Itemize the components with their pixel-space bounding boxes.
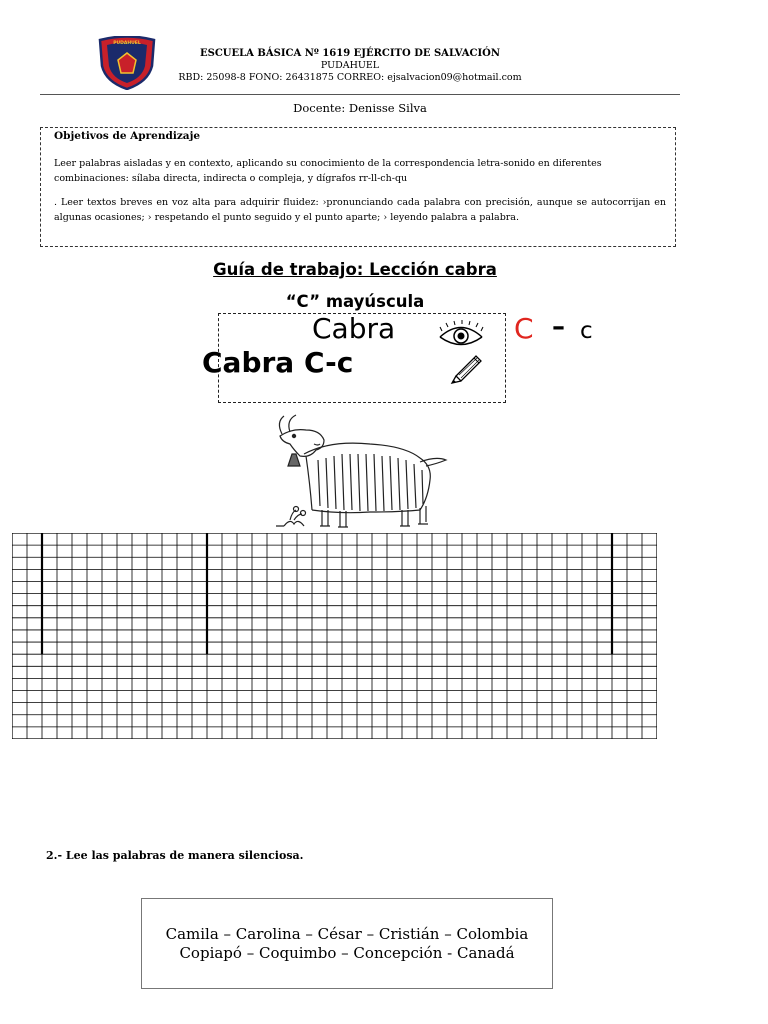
letter-uppercase: C [514, 312, 534, 345]
objectives-paragraph-1: Leer palabras aisladas y en contexto, aplicando su conocimiento de la correspondencia letra-sonido en diferentes combinaciones: sílaba directa, indirecta o compleja, y dígrafos rr-ll-ch-qu [54, 158, 602, 184]
objectives-box [40, 127, 676, 247]
word-list-line-1: Camila – Carolina – César – Cristián – Colombia [165, 925, 529, 943]
teacher-name: Docente: Denisse Silva [293, 101, 427, 115]
pencil-icon [448, 350, 486, 384]
school-name: ESCUELA BÁSICA Nº 1619 EJÉRCITO DE SALVACIÓN [199, 48, 501, 59]
worksheet-subtitle: “C” mayúscula [285, 292, 425, 311]
word-write: Cabra C-c [202, 346, 354, 379]
word-list-line-2: Copiapó – Coquimbo – Concepción - Canadá [179, 944, 515, 962]
objectives-title: Objetivos de Aprendizaje [54, 130, 201, 142]
school-logo [96, 36, 158, 90]
school-commune: PUDAHUEL [320, 60, 380, 71]
school-contact: RBD: 25098-8 FONO: 26431875 CORREO: ejsalvacion09@hotmail.com [178, 72, 522, 83]
eye-icon [437, 320, 485, 350]
word-list-box [141, 898, 553, 989]
letter-lowercase: c [580, 318, 593, 344]
objectives-paragraph-2: . Leer textos breves en voz alta para adquirir fluidez: ›pronunciando cada palabra con precisión, aunque se autocorrijan en algunas ocasiones; › respetando el punto seguido y el punto aparte; › leyendo palabra a palabra. [54, 197, 666, 223]
letter-separator: – [552, 312, 565, 342]
logo-text: PUDAHUEL [113, 41, 141, 46]
goat-illustration [270, 414, 450, 532]
header-divider [40, 94, 680, 95]
worksheet-title: Guía de trabajo: Lección cabra [213, 260, 497, 279]
writing-grid [12, 533, 657, 739]
word-read: Cabra [312, 312, 396, 345]
question-2-prompt: 2.- Lee las palabras de manera silenciosa. [46, 849, 304, 862]
